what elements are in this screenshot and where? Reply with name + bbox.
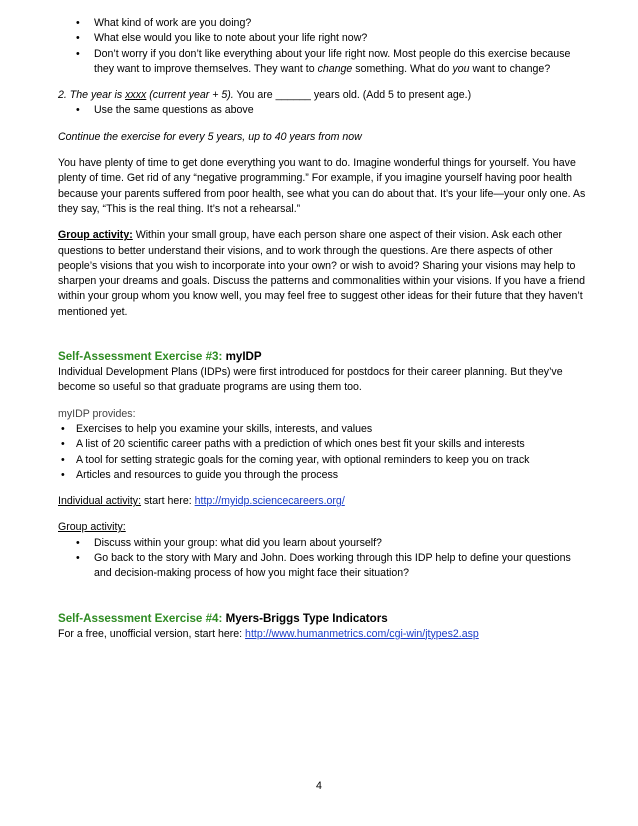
group-activity-label: Group activity: xyxy=(58,521,126,534)
myidp-link[interactable]: http://myidp.sciencecareers.org/ xyxy=(194,495,345,508)
list-item: • Use the same questions as above xyxy=(58,103,586,118)
humanmetrics-link[interactable]: http://www.humanmetrics.com/cgi-win/jtypes2.asp xyxy=(245,627,479,640)
continue-text: Continue the exercise for every 5 years, up to 40 years from now xyxy=(58,130,362,143)
section4-heading: Self-Assessment Exercise #4: Myers-Briggs Type Indicators xyxy=(58,611,388,625)
provides-label: myIDP provides: xyxy=(58,407,136,420)
group-activity-list xyxy=(58,536,586,582)
page-body xyxy=(58,16,586,642)
list-item: • Don’t worry if you don’t like everything about your life right now. Most people do this exercise because they want to improve themselves. They want to change something. What do you want to change? xyxy=(58,47,586,78)
page-number: 4 xyxy=(316,780,322,792)
year-bullet-list xyxy=(58,103,586,118)
list-item: • Discuss within your group: what did you learn about yourself? xyxy=(58,536,586,551)
plenty-paragraph: You have plenty of time to get done everything you want to do. Imagine wonderful things for yourself. You have plenty of time. Get rid of any “negative programming.” For example, if you imagine yourself having poor health because your parents suffered from poor health, see what you can do about that. It’s your life—your only one. As they say, “This is the real thing. It’s not a rehearsal.” xyxy=(58,157,586,215)
list-item: • What kind of work are you doing? xyxy=(58,16,586,31)
list-item: • Exercises to help you examine your skills, interests, and values xyxy=(58,422,586,437)
individual-activity: Individual activity: start here: http://myidp.sciencecareers.org/ xyxy=(58,495,345,508)
provides-list xyxy=(58,422,586,483)
group-activity-paragraph: Group activity: Within your small group, have each person share one aspect of their vision. Ask each other questions to better understand their visions, and to work through the questions. Are there aspects of other people’s visions that you wish to incorporate into your own? or wish to avoid? Sharing your visions may help to sharpen your dreams and goals. Discuss the patterns and commonalities within your visions. If you have a friend within your group whom you know well, you may feel free to suggest other ideas for their future that they haven’t mentioned yet. xyxy=(58,229,586,318)
list-item: • What else would you like to note about your life right now? xyxy=(58,31,586,46)
year-line: 2. The year is xxxx (current year + 5). You are ______ years old. (Add 5 to present age.) xyxy=(58,89,472,102)
list-item: • Articles and resources to guide you through the process xyxy=(58,468,586,483)
section3-intro: Individual Development Plans (IDPs) were first introduced for postdocs for their career planning. But they’ve become so useful so that graduate programs are using them too. xyxy=(58,366,563,394)
list-item: • A list of 20 scientific career paths with a prediction of which ones best fit your skills and interests xyxy=(58,437,586,452)
section3-heading: Self-Assessment Exercise #3: myIDP xyxy=(58,350,262,364)
section4-text: For a free, unofficial version, start here: http://www.humanmetrics.com/cgi-win/jtypes2.asp xyxy=(58,627,479,640)
top-bullet-list xyxy=(58,16,586,77)
list-item: • A tool for setting strategic goals for the coming year, with optional reminders to keep you on track xyxy=(58,453,586,468)
list-item: • Go back to the story with Mary and John. Does working through this IDP help to define your questions and decision-making process of how you might face their situation? xyxy=(58,551,586,582)
